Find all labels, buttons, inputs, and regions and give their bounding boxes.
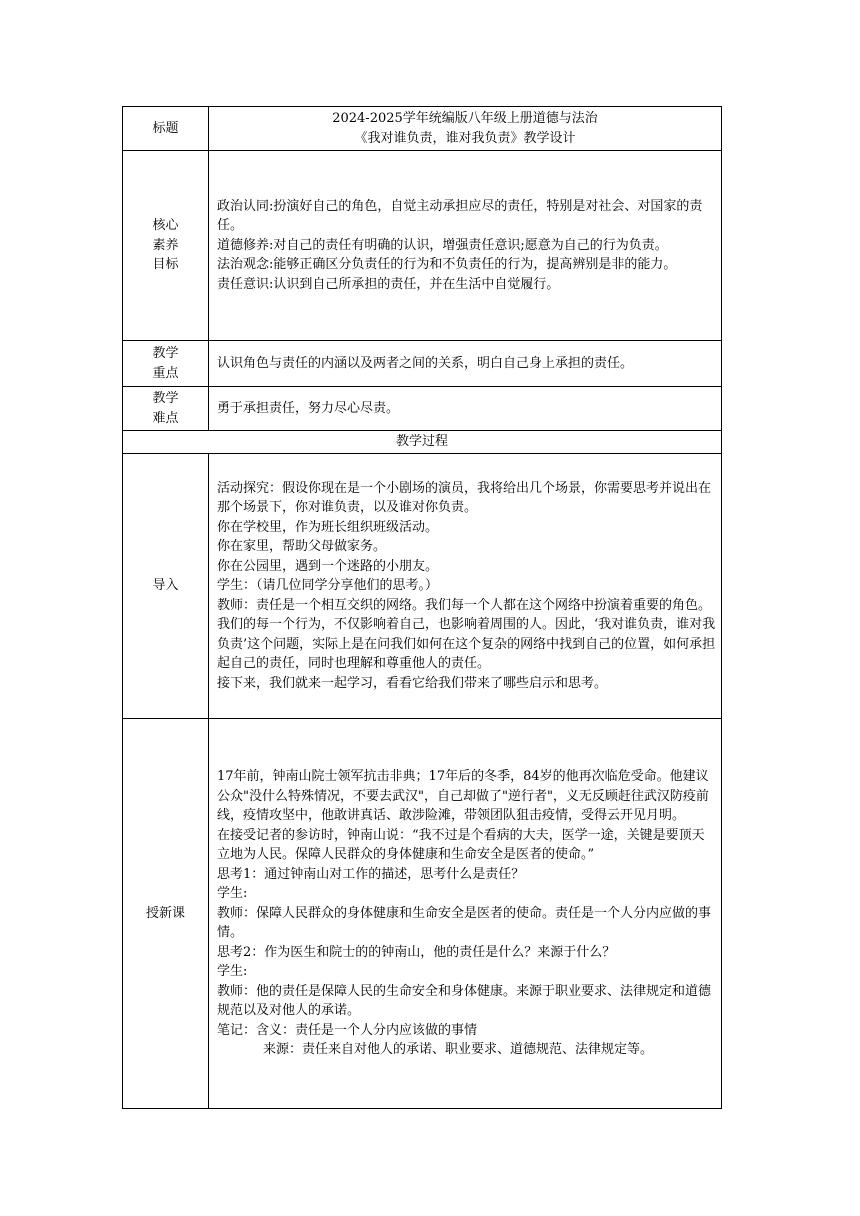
lesson-teacher-1: 教师：保障人民群众的身体健康和生命安全是医者的使命。责任是一个人分内应做的事情。 (217, 905, 712, 941)
row-new-lesson (123, 719, 722, 1109)
label-line: 素养 (152, 237, 179, 253)
lesson-note-meaning: 笔记：含义：责任是一个人分内应该做的事情 (217, 1022, 478, 1038)
intro-student: 学生：（请几位同学分享他们的思考。） (217, 578, 439, 594)
lesson-teacher-2: 教师：他的责任是保障人民的生命安全和身体健康。来源于职业要求、法律规定和道德规范以及对他人的承诺。 (217, 983, 712, 1019)
core-goals-content (209, 151, 722, 341)
intro-activity: 活动探究：假设你现在是一个小剧场的演员，我将给出几个场景，你需要思考并说出在那个场景下，你对谁负责，以及谁对你负责。 (217, 480, 712, 516)
lesson-question-1: 思考1：通过钟南山对工作的描述，思考什么是责任？ (217, 866, 525, 882)
label-line: 目标 (152, 257, 179, 273)
label-title: 标题 (123, 107, 209, 151)
lesson-note-source: 来源：责任来自对他人的承诺、职业要求、道德规范、法律规定等。 (263, 1042, 654, 1058)
goal-political: 政治认同:扮演好自己的角色，自觉主动承担应尽的责任，特别是对社会、对国家的责任。 (217, 198, 703, 234)
label-line: 核心 (152, 218, 179, 234)
label-key-points (123, 341, 209, 387)
label-line: 重点 (152, 365, 179, 381)
title-line-2: 《我对谁负责，谁对我负责》教学设计 (354, 130, 576, 146)
lesson-student-2: 学生: (217, 964, 248, 980)
label-line: 教学 (152, 391, 179, 406)
intro-scene-school: 你在学校里，作为班长组织班级活动。 (217, 519, 439, 535)
label-line: 教学 (152, 346, 179, 361)
intro-teacher: 教师：责任是一个相互交织的网络。我们每一个人都在这个网络中扮演着重要的角色。我们的每一个行为，不仅影响着自己，也影响着周围的人。因此，‘我对谁负责，谁对我负责’这个问题，实际上是在问我们如何在这个复杂的网络中找到自己的位置，如何承担起自己的责任，同时也理解和尊重他人的责任。 (217, 597, 716, 672)
lesson-student-1: 学生: (217, 886, 248, 902)
label-new-lesson: 授新课 (123, 719, 209, 1109)
label-core-goals (123, 151, 209, 341)
row-intro (123, 454, 722, 719)
process-header: 教学过程 (123, 431, 722, 454)
label-intro: 导入 (123, 454, 209, 719)
row-difficulties (123, 387, 722, 431)
label-difficulties (123, 387, 209, 431)
intro-content (209, 454, 722, 719)
row-process-header (123, 431, 722, 454)
title-line-1: 2024-2025学年统编版八年级上册道德与法治 (332, 111, 598, 126)
lesson-question-2: 思考2：作为医生和院士的的钟南山，他的责任是什么？来源于什么？ (217, 944, 616, 960)
label-line: 难点 (152, 410, 179, 426)
intro-transition: 接下来，我们就来一起学习，看看它给我们带来了哪些启示和思考。 (217, 675, 608, 691)
lesson-plan-table (122, 106, 722, 1109)
goal-moral: 道德修养:对自己的责任有明确的认识，增强责任意识;愿意为自己的行为负责。 (217, 237, 668, 253)
document-title (209, 107, 722, 151)
row-title (123, 107, 722, 151)
intro-scene-home: 你在家里，帮助父母做家务。 (217, 539, 387, 555)
new-lesson-content (209, 719, 722, 1109)
key-points-text: 认识角色与责任的内涵以及两者之间的关系，明白自己身上承担的责任。 (209, 341, 722, 387)
goal-law: 法治观念:能够正确区分负责任的行为和不负责任的行为，提高辨别是非的能力。 (217, 257, 677, 273)
row-key-points (123, 341, 722, 387)
lesson-quote: 在接受记者的参访时，钟南山说：“我不过是个看病的大夫，医学一途，关键是要顶天立地为人民。保障人民群众的身体健康和生命安全是医者的使命。” (217, 827, 705, 863)
difficulties-text: 勇于承担责任，努力尽心尽责。 (209, 387, 722, 431)
row-core-goals (123, 151, 722, 341)
intro-scene-park: 你在公园里，遇到一个迷路的小朋友。 (217, 558, 439, 574)
lesson-story: 17年前，钟南山院士领军抗击非典；17年后的冬季，84岁的他再次临危受命。他建议公众"没什么特殊情况，不要去武汉"，自己却做了"逆行者"，义无反顾赶往武汉防疫前线，疫情攻坚中，他敢讲真话、敢涉险滩，带领团队狙击疫情，受得云开见月明。 (217, 769, 709, 824)
goal-responsibility: 责任意识:认识到自己所承担的责任，并在生活中自觉履行。 (217, 276, 560, 292)
